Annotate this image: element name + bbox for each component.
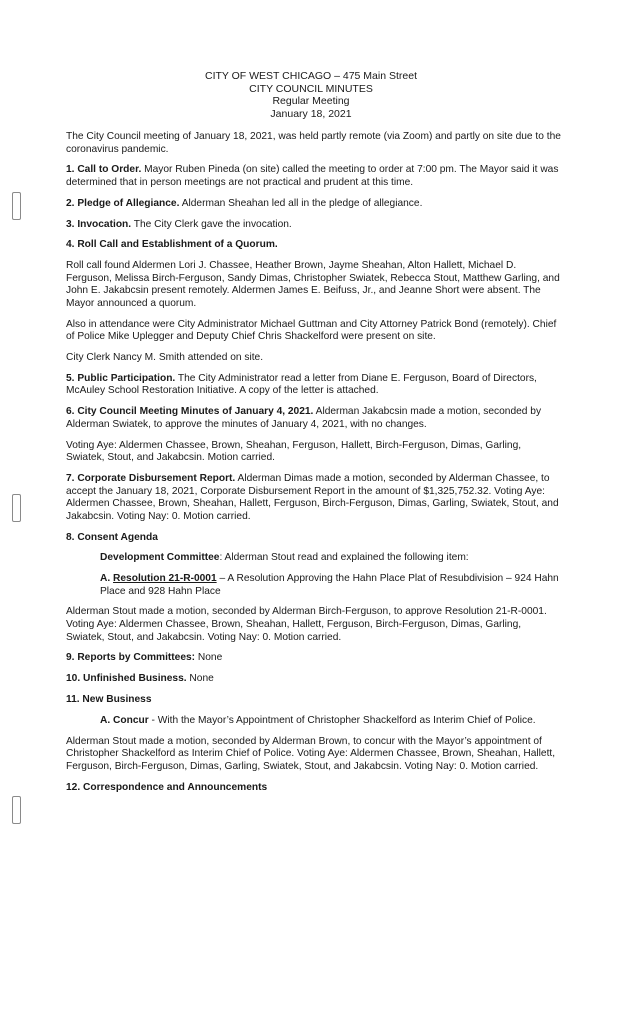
- resolution-text: – A Resolution Approving the Hahn Place Plat of Resubdivision – 924 Hahn Place and 928 Hahn Place: [100, 573, 559, 597]
- item-text: - With the Mayor’s Appointment of Christopher Shackelford as Interim Chief of Police.: [148, 714, 536, 726]
- section-call-to-order: [66, 164, 562, 189]
- section-title: 3. Invocation.: [66, 218, 132, 230]
- section-title: 5. Public Participation.: [66, 372, 176, 384]
- punch-hole: [12, 494, 21, 522]
- vote-paragraph: Voting Aye: Aldermen Chassee, Brown, Sheahan, Ferguson, Hallett, Birch-Ferguson, Dimas, Garling, Swiatek, Stout, and Jakabcsin. Motion carried.: [66, 439, 522, 464]
- section-consent-agenda: [66, 532, 562, 545]
- section-text: Mayor Ruben Pineda (on site) called the meeting to order at 7:00 pm. The Mayor said it was determined that in person meetings are not practical and prudent at this time.: [66, 164, 559, 188]
- resolution-number: Resolution 21-R-0001: [113, 573, 217, 585]
- section-minutes: [66, 406, 562, 431]
- section-pledge: [66, 198, 562, 211]
- section-unfinished-business: [66, 673, 562, 686]
- section-roll-call: [66, 239, 562, 252]
- header-city: CITY OF WEST CHICAGO – 475 Main Street: [204, 70, 417, 82]
- section-title: 11. New Business: [66, 693, 152, 705]
- new-business-motion-paragraph: Alderman Stout made a motion, seconded by Alderman Brown, to concur with the Mayor’s appointment of Christopher Shackelford as Interim Chief of Police. Voting Aye: Aldermen Chassee, Brown, Sheahan, Hallett, Ferguson, Birch-Ferguson, Dimas, Garling, Swiatek, Stout, and Jakabcsin. Voting Nay: 0. Motion carried.: [66, 735, 556, 772]
- section-text: None: [186, 673, 214, 685]
- consent-motion-paragraph: Alderman Stout made a motion, seconded by Alderman Birch-Ferguson, to approve Resolution 21-R-0001. Voting Aye: Aldermen Chassee, Brown, Sheahan, Hallett, Ferguson, Birch-Ferguson, Dimas, Garling, Swiatek, Stout, and Jakabcsin. Voting Nay: 0. Motion carried.: [66, 606, 547, 643]
- section-text: Alderman Jakabcsin made a motion, seconded by Alderman Swiatek, to approve the minutes of January 4, 2021, with no changes.: [66, 406, 542, 430]
- section-invocation: [66, 219, 562, 232]
- header-date: January 18, 2021: [270, 107, 352, 120]
- header-meeting-type: Regular Meeting: [272, 95, 350, 107]
- section-text: Alderman Sheahan led all in the pledge of allegiance.: [179, 197, 423, 209]
- section-title: 9. Reports by Committees:: [66, 652, 196, 664]
- section-title: 1. Call to Order.: [66, 164, 142, 176]
- clerk-paragraph: City Clerk Nancy M. Smith attended on site.: [66, 352, 264, 364]
- section-text: Alderman Dimas made a motion, seconded by Alderman Chassee, to accept the January 18, 2021, Corporate Disbursement Report in the amount of $1,325,752.32. Voting Aye: Aldermen Chassee, Brown, Sheahan, Hallett, Ferguson, Birch-Ferguson, Dimas, Garling, Swiatek, Stout, and Jakabcsin. Voting Nay: 0. Motion carried.: [66, 472, 559, 522]
- development-committee: [66, 552, 562, 565]
- resolution-item: [66, 573, 562, 598]
- document-header: [0, 70, 622, 120]
- section-reports: [66, 652, 562, 665]
- section-public-participation: [66, 373, 562, 398]
- header-title: CITY COUNCIL MINUTES: [249, 82, 373, 95]
- section-title: 10. Unfinished Business.: [66, 673, 187, 685]
- section-text: None: [195, 652, 223, 664]
- section-disbursement: [66, 473, 562, 523]
- punch-hole: [12, 192, 21, 220]
- section-title: 6. City Council Meeting Minutes of January 4, 2021.: [66, 406, 314, 418]
- minutes-body: [66, 131, 562, 802]
- item-title: A. Concur: [100, 714, 149, 726]
- punch-hole: [12, 796, 21, 824]
- section-new-business: [66, 694, 562, 707]
- roll-call-paragraph: Roll call found Aldermen Lori J. Chassee, Heather Brown, Jayme Sheahan, Alton Hallett, Michael D. Ferguson, Melissa Birch-Ferguson, Sandy Dimas, Christopher Swiatek, Rebecca Stout, Matthew Garling, and John E. Jakabcsin present remotely. Aldermen James E. Beifuss, Jr., and Jeanne Short were absent. The Mayor announced a quorum.: [66, 260, 560, 309]
- section-title: 4. Roll Call and Establishment of a Quorum.: [66, 239, 278, 251]
- section-text: The City Clerk gave the invocation.: [131, 218, 292, 230]
- item-prefix: A.: [100, 573, 114, 585]
- section-title: 2. Pledge of Allegiance.: [66, 197, 180, 209]
- intro-paragraph: The City Council meeting of January 18, 2021, was held partly remote (via Zoom) and partly on site due to the coronavirus pandemic.: [66, 131, 561, 155]
- committee-text: : Alderman Stout read and explained the following item:: [219, 552, 469, 564]
- attendance-paragraph: Also in attendance were City Administrator Michael Guttman and City Attorney Patrick Bond (remotely). Chief of Police Mike Uplegger and Deputy Chief Chris Shackelford were present on site.: [66, 318, 557, 343]
- section-correspondence: [66, 782, 562, 795]
- section-text: The City Administrator read a letter from Diane E. Ferguson, Board of Directors, McAuley School Restoration Initiative. A copy of the letter is attached.: [66, 372, 537, 397]
- section-title: 8. Consent Agenda: [66, 531, 158, 543]
- section-title: 7. Corporate Disbursement Report.: [66, 472, 236, 484]
- section-title: 12. Correspondence and Announcements: [66, 781, 268, 793]
- concur-item: [66, 715, 562, 728]
- committee-label: Development Committee: [100, 552, 220, 564]
